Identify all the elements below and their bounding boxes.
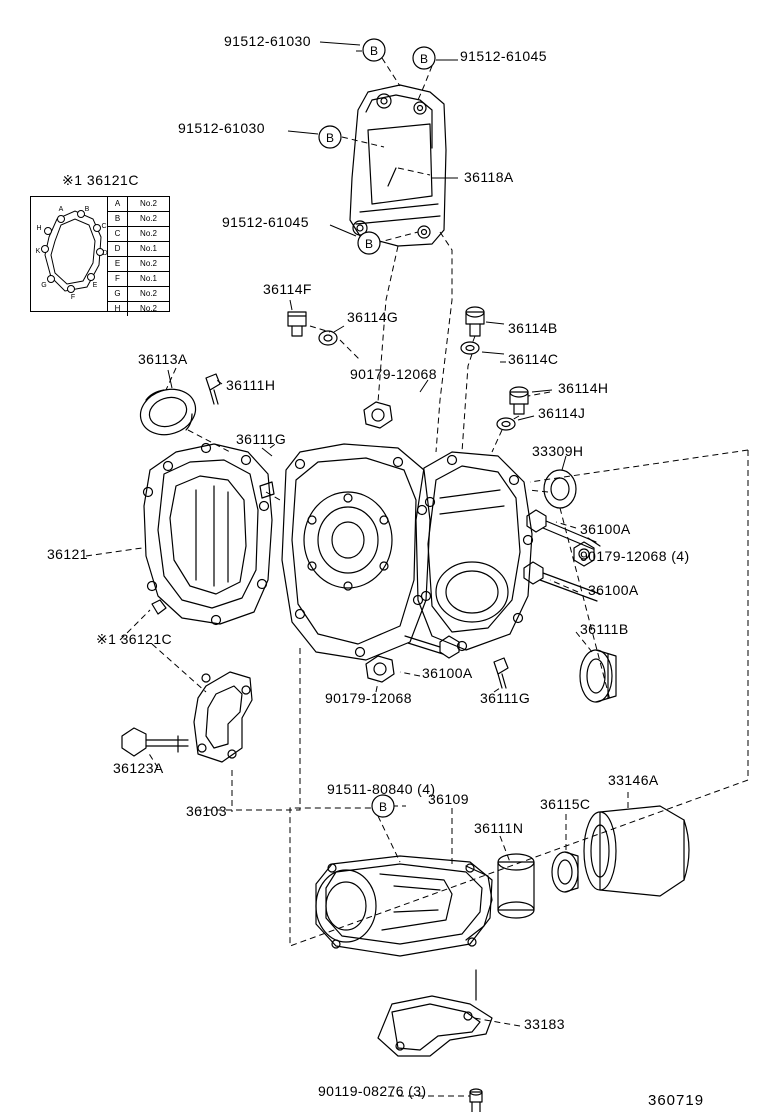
callout-36100A-middle: 36100A (588, 582, 639, 598)
callout-36109: 36109 (428, 791, 469, 807)
legend-rows (107, 197, 169, 311)
legend-shape-diagram (31, 197, 109, 311)
legend-value: No.2 (140, 289, 157, 298)
callout-33183: 33183 (524, 1016, 565, 1032)
svg-text:A: A (58, 206, 64, 213)
legend-row (108, 197, 169, 212)
callout-36114F: 36114F (263, 281, 312, 297)
svg-text:F: F (70, 294, 76, 301)
legend-key: D (108, 242, 128, 256)
callout-91512-61030-top: 91512-61030 (224, 33, 311, 49)
legend-row (108, 227, 169, 242)
legend-value: No.2 (140, 229, 157, 238)
legend-value: No.2 (140, 199, 157, 208)
callout-36111B: 36111B (580, 621, 629, 637)
svg-text:K: K (35, 248, 41, 255)
legend-key: H (108, 302, 128, 316)
legend-value: No.2 (140, 259, 157, 268)
svg-text:B: B (84, 206, 90, 213)
callout-36113A: 36113A (138, 351, 188, 367)
callout-36123A: 36123A (113, 760, 164, 776)
callout-36111G-upper: 36111G (236, 431, 287, 447)
callout-36114B: 36114B (508, 320, 558, 336)
callout-36114H: 36114H (558, 380, 609, 396)
figure-number: 360719 (648, 1092, 705, 1109)
callout-36100A-lower: 36100A (422, 665, 473, 681)
legend-row (108, 257, 169, 272)
legend-value: No.1 (140, 274, 157, 283)
callout-90119-08276-3: 90119-08276 (3) (318, 1083, 427, 1099)
callout-91512-61045-left: 91512-61045 (222, 214, 309, 230)
callout-91511-80840-4: 91511-80840 (4) (327, 781, 436, 797)
callout-36118A: 36118A (464, 169, 514, 185)
legend-table (30, 196, 170, 312)
svg-text:B: B (325, 131, 335, 145)
svg-text:C: C (101, 223, 107, 230)
callout-36111H: 36111H (226, 377, 276, 393)
svg-text:G: G (41, 282, 47, 289)
svg-text:B: B (419, 52, 429, 66)
legend-key: G (108, 287, 128, 301)
svg-text:B: B (378, 800, 388, 814)
callout-36121: 36121 (47, 546, 88, 562)
callout-36115C: 36115C (540, 796, 591, 812)
legend-title: ※1 36121C (62, 172, 139, 188)
legend-key: A (108, 197, 128, 211)
legend-key: B (108, 212, 128, 226)
callout-33146A: 33146A (608, 772, 659, 788)
callout-36111G-lower: 36111G (480, 690, 531, 706)
callout-36121C: ※1 36121C (96, 631, 173, 647)
svg-text:H: H (36, 225, 42, 232)
legend-key: C (108, 227, 128, 241)
callout-36114J: 36114J (538, 405, 586, 421)
callout-36100A-upper: 36100A (580, 521, 631, 537)
legend-value: No.2 (140, 304, 157, 313)
legend-value: No.1 (140, 244, 157, 253)
legend-value: No.2 (140, 214, 157, 223)
callout-36103: 36103 (186, 803, 227, 819)
legend-row (108, 287, 169, 302)
legend-row (108, 272, 169, 287)
legend-row (108, 242, 169, 257)
svg-text:B: B (369, 44, 379, 58)
callout-33309H: 33309H (532, 443, 584, 459)
legend-key: F (108, 272, 128, 286)
callout-91512-61045-top: 91512-61045 (460, 48, 547, 64)
legend-row (108, 212, 169, 227)
svg-text:E: E (92, 282, 98, 289)
svg-text:B: B (364, 237, 374, 251)
callout-90179-12068-4: 90179-12068 (4) (580, 548, 690, 564)
callout-90179-12068-lower: 90179-12068 (325, 690, 412, 706)
callout-91512-61030-left: 91512-61030 (178, 120, 265, 136)
callout-36114C: 36114C (508, 351, 559, 367)
svg-text:D: D (102, 250, 108, 257)
legend-row (108, 302, 169, 316)
callout-90179-12068-upper: 90179-12068 (350, 366, 437, 382)
legend-key: E (108, 257, 128, 271)
callout-36114G: 36114G (347, 309, 399, 325)
callout-36111N: 36111N (474, 820, 524, 836)
